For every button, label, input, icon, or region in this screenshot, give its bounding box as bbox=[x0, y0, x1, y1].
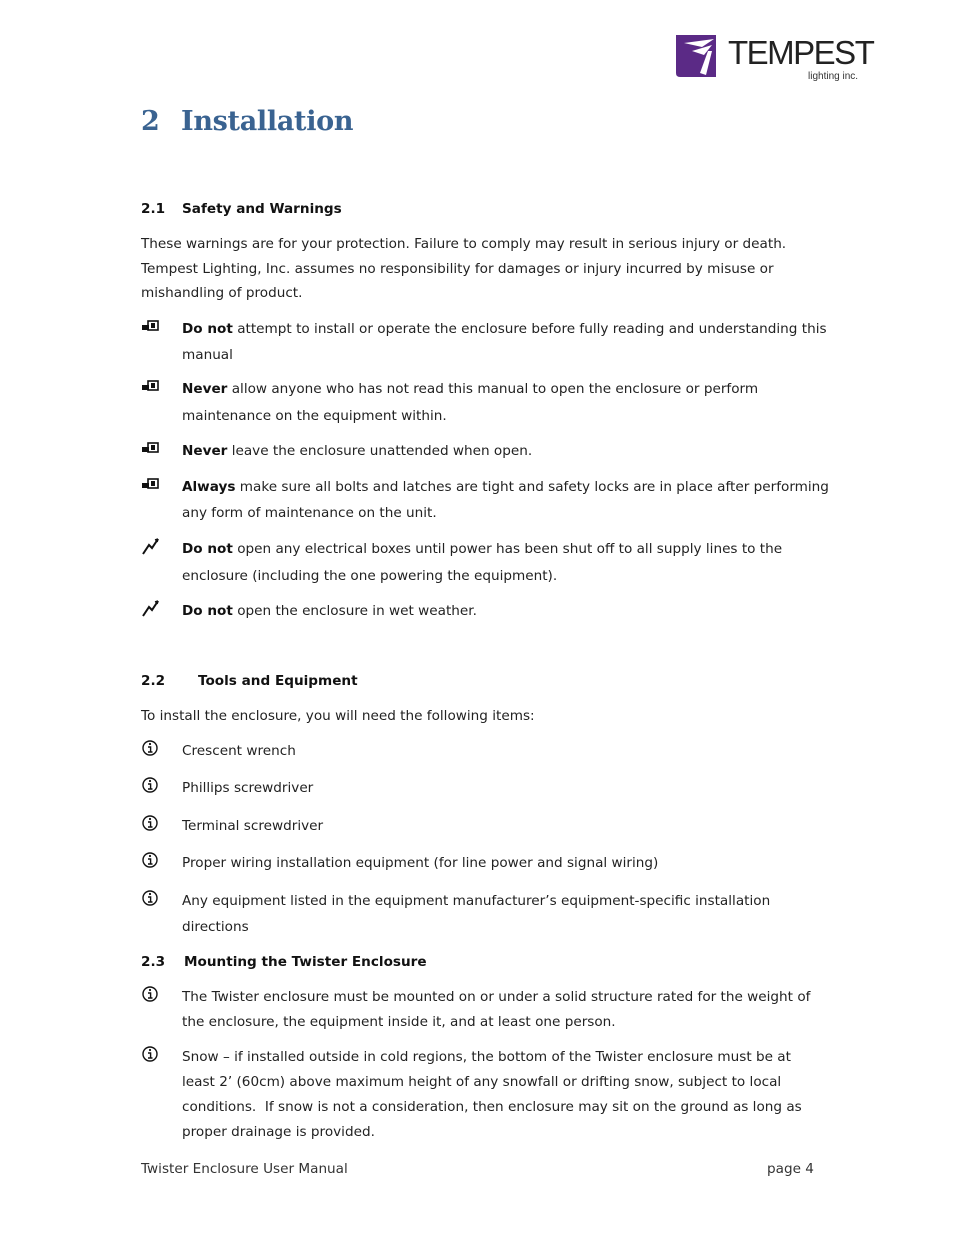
section-heading-2-3: 2.3 Mounting the Twister Enclosure bbox=[141, 954, 427, 970]
info-icon bbox=[141, 739, 161, 757]
list-item: Never leave the enclosure unattended when open. bbox=[141, 439, 841, 465]
chapter-number: 2 bbox=[141, 106, 160, 137]
list-item: Do not open the enclosure in wet weather. bbox=[141, 599, 841, 625]
logo-brand: TEMPEST bbox=[728, 34, 874, 71]
lightning-icon bbox=[141, 537, 161, 555]
info-icon bbox=[141, 985, 161, 1003]
section-2-1-intro: These warnings are for your protection. Failure to comply may result in serious injury or death. Tempest Lighting, Inc. assumes no responsibility for damages or injury incurred by misuse or mishandling of product. bbox=[141, 236, 787, 301]
list-item: The Twister enclosure must be mounted on or under a solid structure rated for the weight of the enclosure, the equipment inside it, and at least one person. bbox=[141, 985, 841, 1037]
section-2-2-intro: To install the enclosure, you will need the following items: bbox=[141, 708, 535, 724]
hand-warning-icon bbox=[141, 439, 161, 457]
info-icon bbox=[141, 889, 161, 907]
chapter-title: Installation bbox=[181, 106, 354, 137]
list-item: Proper wiring installation equipment (for line power and signal wiring) bbox=[141, 851, 841, 877]
lightning-icon bbox=[141, 599, 161, 617]
list-item: Phillips screwdriver bbox=[141, 776, 841, 802]
info-icon bbox=[141, 851, 161, 869]
list-item: Terminal screwdriver bbox=[141, 814, 841, 840]
list-item: Do not open any electrical boxes until power has been shut off to all supply lines to the enclosure (including the one powering the equipment). bbox=[141, 537, 841, 589]
tempest-logo-mark-icon bbox=[674, 33, 718, 79]
list-item: Crescent wrench bbox=[141, 739, 841, 765]
list-item: Always make sure all bolts and latches are tight and safety locks are in place after performing any form of maintenance on the unit. bbox=[141, 475, 841, 527]
chapter-heading bbox=[141, 106, 353, 137]
list-item: Snow – if installed outside in cold regions, the bottom of the Twister enclosure must be at least 2’ (60cm) above maximum height of any snowfall or drifting snow, subject to local conditions. If snow is not a consideration, then enclosure may sit on the ground as long as proper drainage is provided. bbox=[141, 1045, 841, 1147]
section-heading-2-1: 2.1 Safety and Warnings bbox=[141, 201, 342, 217]
hand-warning-icon bbox=[141, 475, 161, 493]
footer-title: Twister Enclosure User Manual bbox=[141, 1161, 348, 1177]
list-item: Never allow anyone who has not read this manual to open the enclosure or perform maintenance on the equipment within. bbox=[141, 377, 841, 429]
list-item: Any equipment listed in the equipment manufacturer’s equipment-specific installation directions bbox=[141, 889, 841, 941]
section-heading-2-2: 2.2 Tools and Equipment bbox=[141, 673, 358, 689]
hand-warning-icon bbox=[141, 377, 161, 395]
info-icon bbox=[141, 776, 161, 794]
info-icon bbox=[141, 814, 161, 832]
logo-tagline: lighting inc. bbox=[808, 71, 859, 82]
tempest-logo bbox=[674, 33, 874, 85]
page-number: page 4 bbox=[767, 1161, 814, 1177]
info-icon bbox=[141, 1045, 161, 1063]
hand-warning-icon bbox=[141, 317, 161, 335]
list-item: Do not attempt to install or operate the enclosure before fully reading and understanding this manual bbox=[141, 317, 841, 369]
